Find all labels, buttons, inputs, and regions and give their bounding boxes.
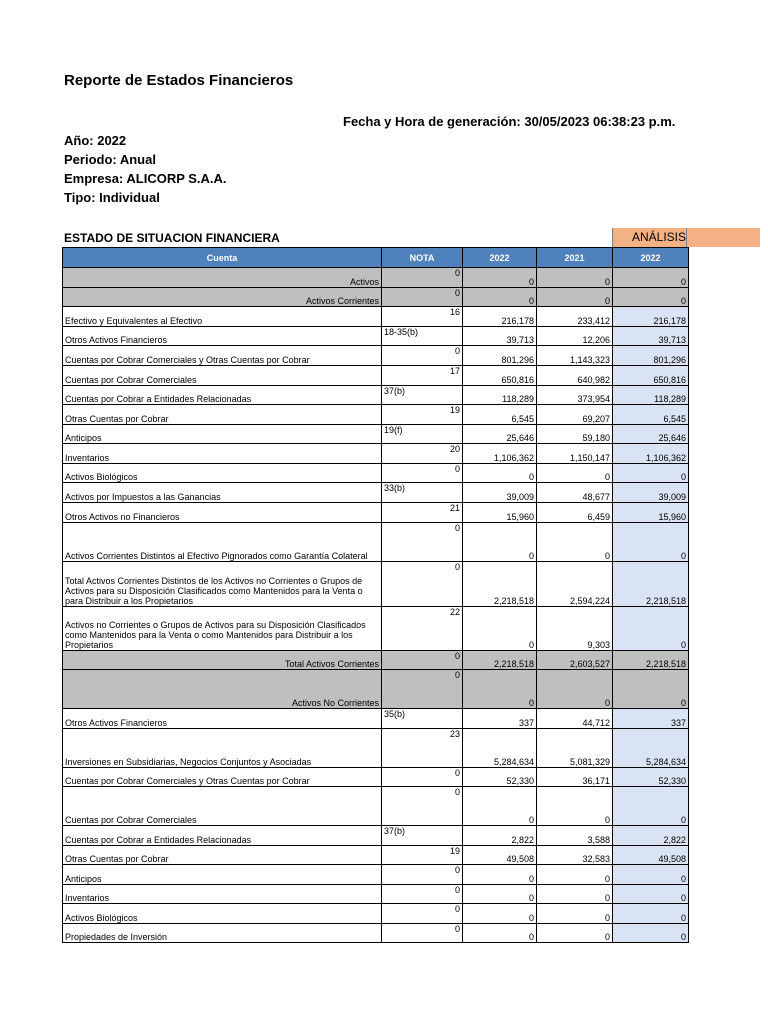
cell-nota: 0 — [382, 787, 463, 826]
table-row — [63, 709, 689, 729]
report-year: Año: 2022 — [64, 133, 127, 148]
cell-cuenta: Anticipos — [63, 865, 382, 885]
cell-analysis-2022: 1,106,362 — [613, 444, 689, 464]
table-row — [63, 444, 689, 464]
cell-2022: 0 — [463, 904, 537, 924]
cell-cuenta: Otros Activos Financieros — [63, 709, 382, 729]
cell-2022: 118,289 — [463, 385, 537, 405]
cell-cuenta: Activos no Corrientes o Grupos de Activos para su Disposición Clasificados como Mantenidos para la Venta o como Mantenidos para Distribuir a los Propietarios — [63, 606, 382, 650]
table-row — [63, 405, 689, 425]
cell-2022: 0 — [463, 606, 537, 650]
cell-analysis-2022: 0 — [613, 865, 689, 885]
cell-nota: 22 — [382, 606, 463, 650]
report-company: Empresa: ALICORP S.A.A. — [64, 171, 227, 186]
cell-nota: 23 — [382, 728, 463, 767]
cell-analysis-2022: 15,960 — [613, 502, 689, 522]
cell-nota: 37(b) — [382, 826, 463, 846]
table-row — [63, 884, 689, 904]
financial-table — [62, 247, 689, 943]
table-row — [63, 561, 689, 606]
cell-2022: 5,284,634 — [463, 728, 537, 767]
cell-analysis-2022: 25,646 — [613, 424, 689, 444]
cell-2022: 6,545 — [463, 405, 537, 425]
cell-analysis-2022: 650,816 — [613, 366, 689, 386]
cell-cuenta: Inventarios — [63, 444, 382, 464]
table-row — [63, 307, 689, 327]
cell-2021: 373,954 — [537, 385, 613, 405]
cell-cuenta: Cuentas por Cobrar a Entidades Relacionadas — [63, 826, 382, 846]
cell-analysis-2022: 0 — [613, 606, 689, 650]
cell-2022: 0 — [463, 787, 537, 826]
cell-nota: 0 — [382, 767, 463, 787]
cell-2022: 0 — [463, 463, 537, 483]
table-body — [63, 268, 689, 943]
cell-cuenta: Otros Activos no Financieros — [63, 502, 382, 522]
cell-analysis-2022: 801,296 — [613, 346, 689, 366]
cell-2021: 5,081,329 — [537, 728, 613, 767]
cell-cuenta: Cuentas por Cobrar a Entidades Relacionadas — [63, 385, 382, 405]
table-row — [63, 326, 689, 346]
cell-2021: 0 — [537, 268, 613, 288]
cell-2022: 216,178 — [463, 307, 537, 327]
table-row — [63, 845, 689, 865]
table-row — [63, 865, 689, 885]
cell-nota: 16 — [382, 307, 463, 327]
cell-nota: 33(b) — [382, 483, 463, 503]
cell-cuenta: Otras Cuentas por Cobrar — [63, 845, 382, 865]
header-analysis-2022: 2022 — [613, 248, 689, 268]
generation-timestamp: Fecha y Hora de generación: 30/05/2023 06:38:23 p.m. — [343, 114, 676, 129]
cell-cuenta: Otros Activos Financieros — [63, 326, 382, 346]
cell-cuenta: Inversiones en Subsidiarias, Negocios Conjuntos y Asociadas — [63, 728, 382, 767]
cell-nota: 0 — [382, 346, 463, 366]
analysis-header: ANÁLISIS — [612, 228, 760, 247]
cell-analysis-2022: 337 — [613, 709, 689, 729]
cell-analysis-2022: 0 — [613, 923, 689, 943]
table-row — [63, 502, 689, 522]
cell-2021: 1,150,147 — [537, 444, 613, 464]
cell-2022: 49,508 — [463, 845, 537, 865]
cell-analysis-2022: 0 — [613, 287, 689, 307]
cell-cuenta: Cuentas por Cobrar Comerciales — [63, 366, 382, 386]
cell-2021: 32,583 — [537, 845, 613, 865]
cell-2022: 15,960 — [463, 502, 537, 522]
table-row — [63, 385, 689, 405]
table-row — [63, 826, 689, 846]
cell-2022: 2,218,518 — [463, 561, 537, 606]
header-nota: NOTA — [382, 248, 463, 268]
cell-2022: 0 — [463, 268, 537, 288]
section-title: ESTADO DE SITUACION FINANCIERA — [64, 231, 280, 245]
cell-nota: 0 — [382, 561, 463, 606]
cell-analysis-2022: 0 — [613, 904, 689, 924]
cell-cuenta: Activos Biológicos — [63, 904, 382, 924]
cell-nota: 19(f) — [382, 424, 463, 444]
cell-analysis-2022: 39,713 — [613, 326, 689, 346]
cell-analysis-2022: 2,822 — [613, 826, 689, 846]
table-row — [63, 904, 689, 924]
cell-analysis-2022: 0 — [613, 268, 689, 288]
cell-2022: 25,646 — [463, 424, 537, 444]
cell-nota: 37(b) — [382, 385, 463, 405]
cell-cuenta: Anticipos — [63, 424, 382, 444]
cell-analysis-2022: 49,508 — [613, 845, 689, 865]
cell-nota: 0 — [382, 287, 463, 307]
cell-cuenta: Inventarios — [63, 884, 382, 904]
cell-nota: 0 — [382, 463, 463, 483]
report-type: Tipo: Individual — [64, 190, 160, 205]
cell-cuenta: Activos No Corrientes — [63, 670, 382, 709]
cell-cuenta: Cuentas por Cobrar Comerciales y Otras Cuentas por Cobrar — [63, 346, 382, 366]
cell-2022: 2,822 — [463, 826, 537, 846]
cell-2021: 1,143,323 — [537, 346, 613, 366]
cell-cuenta: Otras Cuentas por Cobrar — [63, 405, 382, 425]
cell-2021: 0 — [537, 904, 613, 924]
cell-cuenta: Total Activos Corrientes — [63, 650, 382, 670]
cell-nota: 19 — [382, 845, 463, 865]
cell-2022: 52,330 — [463, 767, 537, 787]
cell-2021: 6,459 — [537, 502, 613, 522]
cell-2021: 233,412 — [537, 307, 613, 327]
cell-2021: 0 — [537, 884, 613, 904]
cell-cuenta: Cuentas por Cobrar Comerciales y Otras Cuentas por Cobrar — [63, 767, 382, 787]
cell-analysis-2022: 0 — [613, 463, 689, 483]
header-2021: 2021 — [537, 248, 613, 268]
cell-cuenta: Propiedades de Inversión — [63, 923, 382, 943]
cell-2022: 0 — [463, 884, 537, 904]
cell-analysis-2022: 2,218,518 — [613, 561, 689, 606]
cell-2022: 801,296 — [463, 346, 537, 366]
cell-nota: 0 — [382, 884, 463, 904]
cell-analysis-2022: 39,009 — [613, 483, 689, 503]
cell-2021: 48,677 — [537, 483, 613, 503]
cell-cuenta: Efectivo y Equivalentes al Efectivo — [63, 307, 382, 327]
cell-2022: 0 — [463, 287, 537, 307]
cell-analysis-2022: 0 — [613, 522, 689, 561]
table-row — [63, 424, 689, 444]
table-row — [63, 463, 689, 483]
cell-analysis-2022: 2,218,518 — [613, 650, 689, 670]
cell-analysis-2022: 216,178 — [613, 307, 689, 327]
cell-cuenta: Activos Corrientes Distintos al Efectivo Pignorados como Garantía Colateral — [63, 522, 382, 561]
cell-analysis-2022: 5,284,634 — [613, 728, 689, 767]
cell-2021: 640,982 — [537, 366, 613, 386]
cell-analysis-2022: 0 — [613, 670, 689, 709]
cell-nota: 0 — [382, 670, 463, 709]
cell-cuenta: Cuentas por Cobrar Comerciales — [63, 787, 382, 826]
header-cuenta: Cuenta — [63, 248, 382, 268]
header-2022: 2022 — [463, 248, 537, 268]
table-row — [63, 366, 689, 386]
cell-analysis-2022: 0 — [613, 787, 689, 826]
cell-nota: 19 — [382, 405, 463, 425]
cell-nota: 0 — [382, 865, 463, 885]
cell-nota: 0 — [382, 904, 463, 924]
report-period: Periodo: Anual — [64, 152, 156, 167]
table-row — [63, 670, 689, 709]
cell-2021: 2,603,527 — [537, 650, 613, 670]
cell-2022: 1,106,362 — [463, 444, 537, 464]
cell-nota: 0 — [382, 650, 463, 670]
cell-2022: 337 — [463, 709, 537, 729]
cell-nota: 17 — [382, 366, 463, 386]
cell-2022: 0 — [463, 670, 537, 709]
cell-analysis-2022: 0 — [613, 884, 689, 904]
cell-cuenta: Activos Corrientes — [63, 287, 382, 307]
cell-analysis-2022: 118,289 — [613, 385, 689, 405]
cell-analysis-2022: 6,545 — [613, 405, 689, 425]
cell-2022: 39,713 — [463, 326, 537, 346]
cell-2021: 0 — [537, 787, 613, 826]
cell-nota: 21 — [382, 502, 463, 522]
cell-2021: 59,180 — [537, 424, 613, 444]
table-row — [63, 346, 689, 366]
table-row — [63, 923, 689, 943]
cell-cuenta: Total Activos Corrientes Distintos de los Activos no Corrientes o Grupos de Activos para su Disposición Clasificados como Mantenidos para la Venta o para Distribuir a los Propietarios — [63, 561, 382, 606]
cell-2021: 36,171 — [537, 767, 613, 787]
cell-cuenta: Activos Biológicos — [63, 463, 382, 483]
table-row — [63, 287, 689, 307]
table-row — [63, 522, 689, 561]
cell-2022: 650,816 — [463, 366, 537, 386]
cell-nota: 20 — [382, 444, 463, 464]
table-row — [63, 767, 689, 787]
cell-2021: 0 — [537, 923, 613, 943]
cell-2021: 0 — [537, 463, 613, 483]
cell-2021: 0 — [537, 670, 613, 709]
cell-nota: 18-35(b) — [382, 326, 463, 346]
cell-2021: 69,207 — [537, 405, 613, 425]
cell-2021: 0 — [537, 522, 613, 561]
cell-2021: 0 — [537, 865, 613, 885]
cell-2021: 44,712 — [537, 709, 613, 729]
table-row — [63, 483, 689, 503]
cell-2022: 2,218,518 — [463, 650, 537, 670]
cell-2021: 3,588 — [537, 826, 613, 846]
cell-2022: 0 — [463, 865, 537, 885]
cell-cuenta: Activos por Impuestos a las Ganancias — [63, 483, 382, 503]
cell-analysis-2022: 52,330 — [613, 767, 689, 787]
cell-2021: 12,206 — [537, 326, 613, 346]
table-header-row — [63, 248, 689, 268]
cell-nota: 0 — [382, 923, 463, 943]
cell-nota: 0 — [382, 268, 463, 288]
table-row — [63, 787, 689, 826]
report-title: Reporte de Estados Financieros — [64, 72, 294, 89]
cell-2021: 2,594,224 — [537, 561, 613, 606]
cell-2021: 0 — [537, 287, 613, 307]
table-row — [63, 728, 689, 767]
cell-2022: 39,009 — [463, 483, 537, 503]
table-row — [63, 606, 689, 650]
cell-2022: 0 — [463, 923, 537, 943]
cell-2022: 0 — [463, 522, 537, 561]
cell-cuenta: Activos — [63, 268, 382, 288]
cell-2021: 9,303 — [537, 606, 613, 650]
cell-nota: 35(b) — [382, 709, 463, 729]
cell-nota: 0 — [382, 522, 463, 561]
table-row — [63, 268, 689, 288]
table-row — [63, 650, 689, 670]
